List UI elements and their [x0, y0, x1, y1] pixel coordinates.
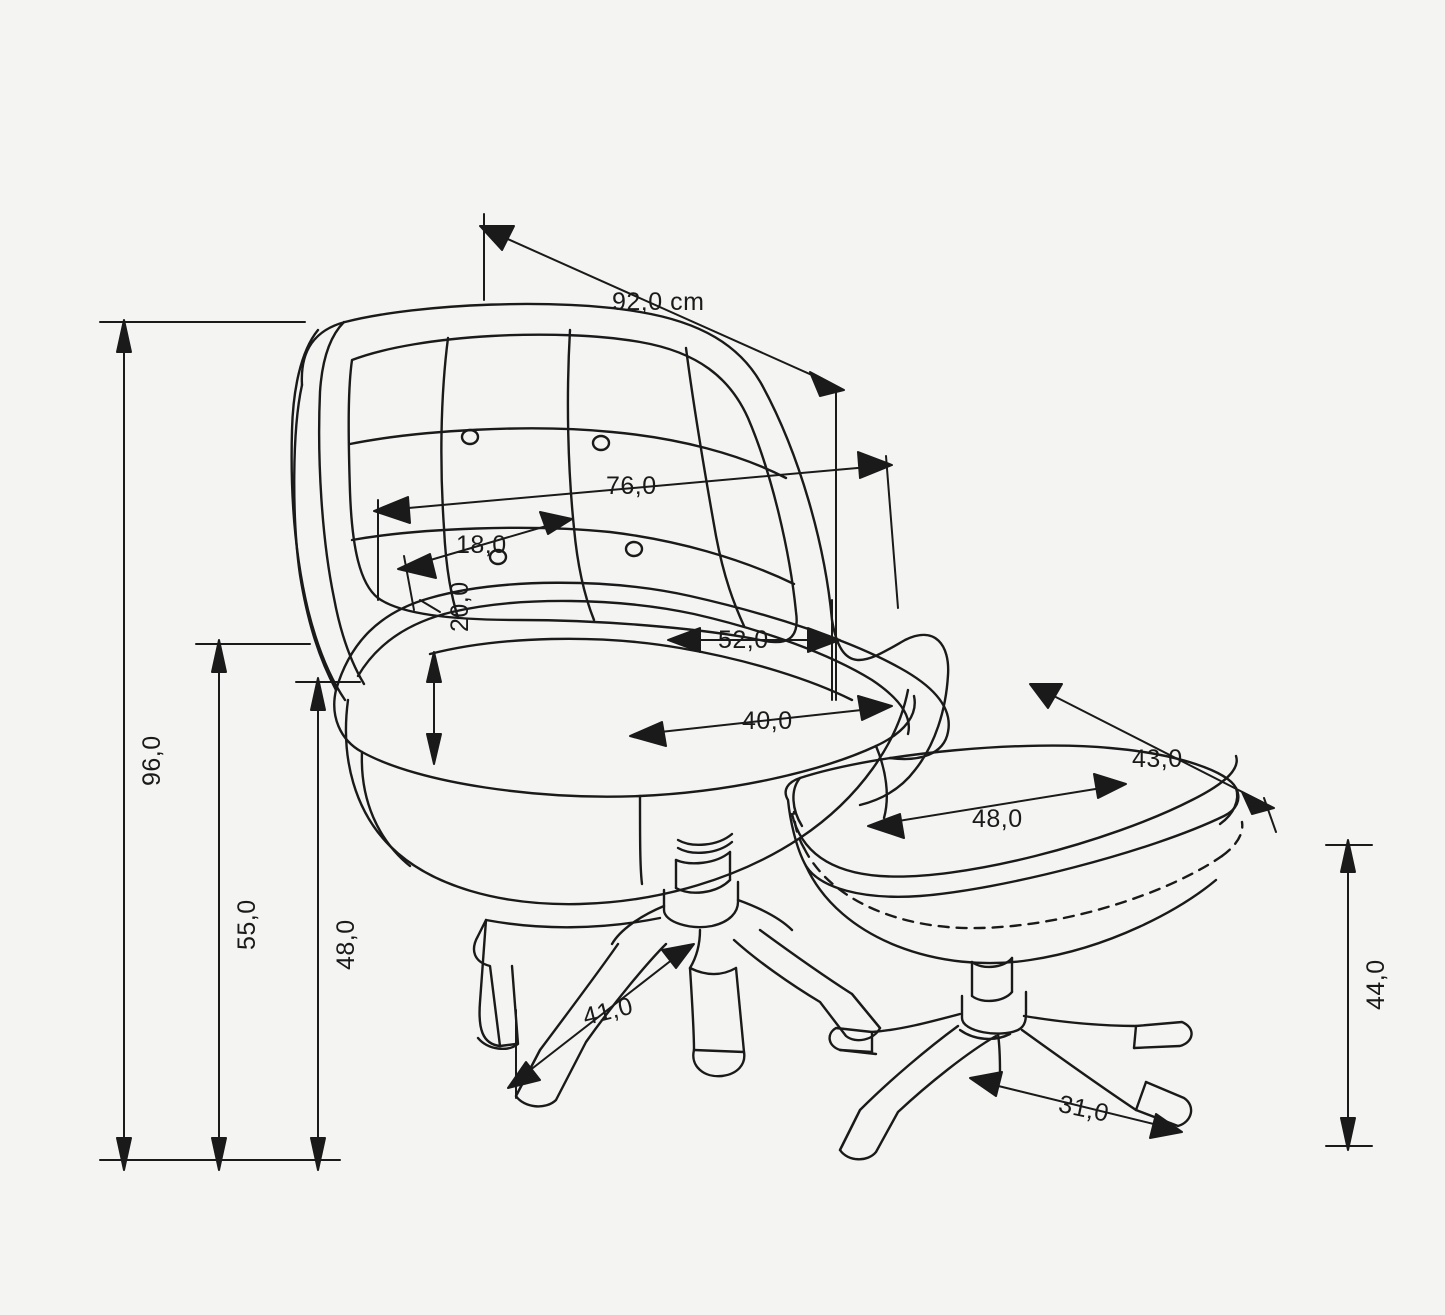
dimension-label-footstool-height: 44,0: [1362, 959, 1390, 1010]
dimension-label-overall-height: 96,0: [138, 735, 166, 786]
dimension-label-seat-width: 40,0: [742, 707, 793, 735]
dimension-label-footstool-base-span: 31,0: [1056, 1090, 1112, 1128]
dimension-label-arm-height: 48,0: [332, 919, 360, 970]
dimension-label-footstool-depth: 43,0: [1132, 745, 1183, 773]
dimension-label-seat-thickness: 20,0: [446, 581, 474, 632]
dimension-label-footstool-width: 48,0: [972, 805, 1023, 833]
dimension-label-backrest-width: 76,0: [606, 472, 657, 500]
dimension-label-cushion-thickness: 18,0: [456, 531, 507, 559]
dimension-label-seat-depth: 52,0: [718, 626, 769, 654]
dimension-label-overall-width: 92,0 cm: [612, 288, 705, 316]
dimension-label-seat-back-height: 55,0: [233, 899, 261, 950]
dimension-label-base-span-chair: 41,0: [580, 991, 636, 1032]
